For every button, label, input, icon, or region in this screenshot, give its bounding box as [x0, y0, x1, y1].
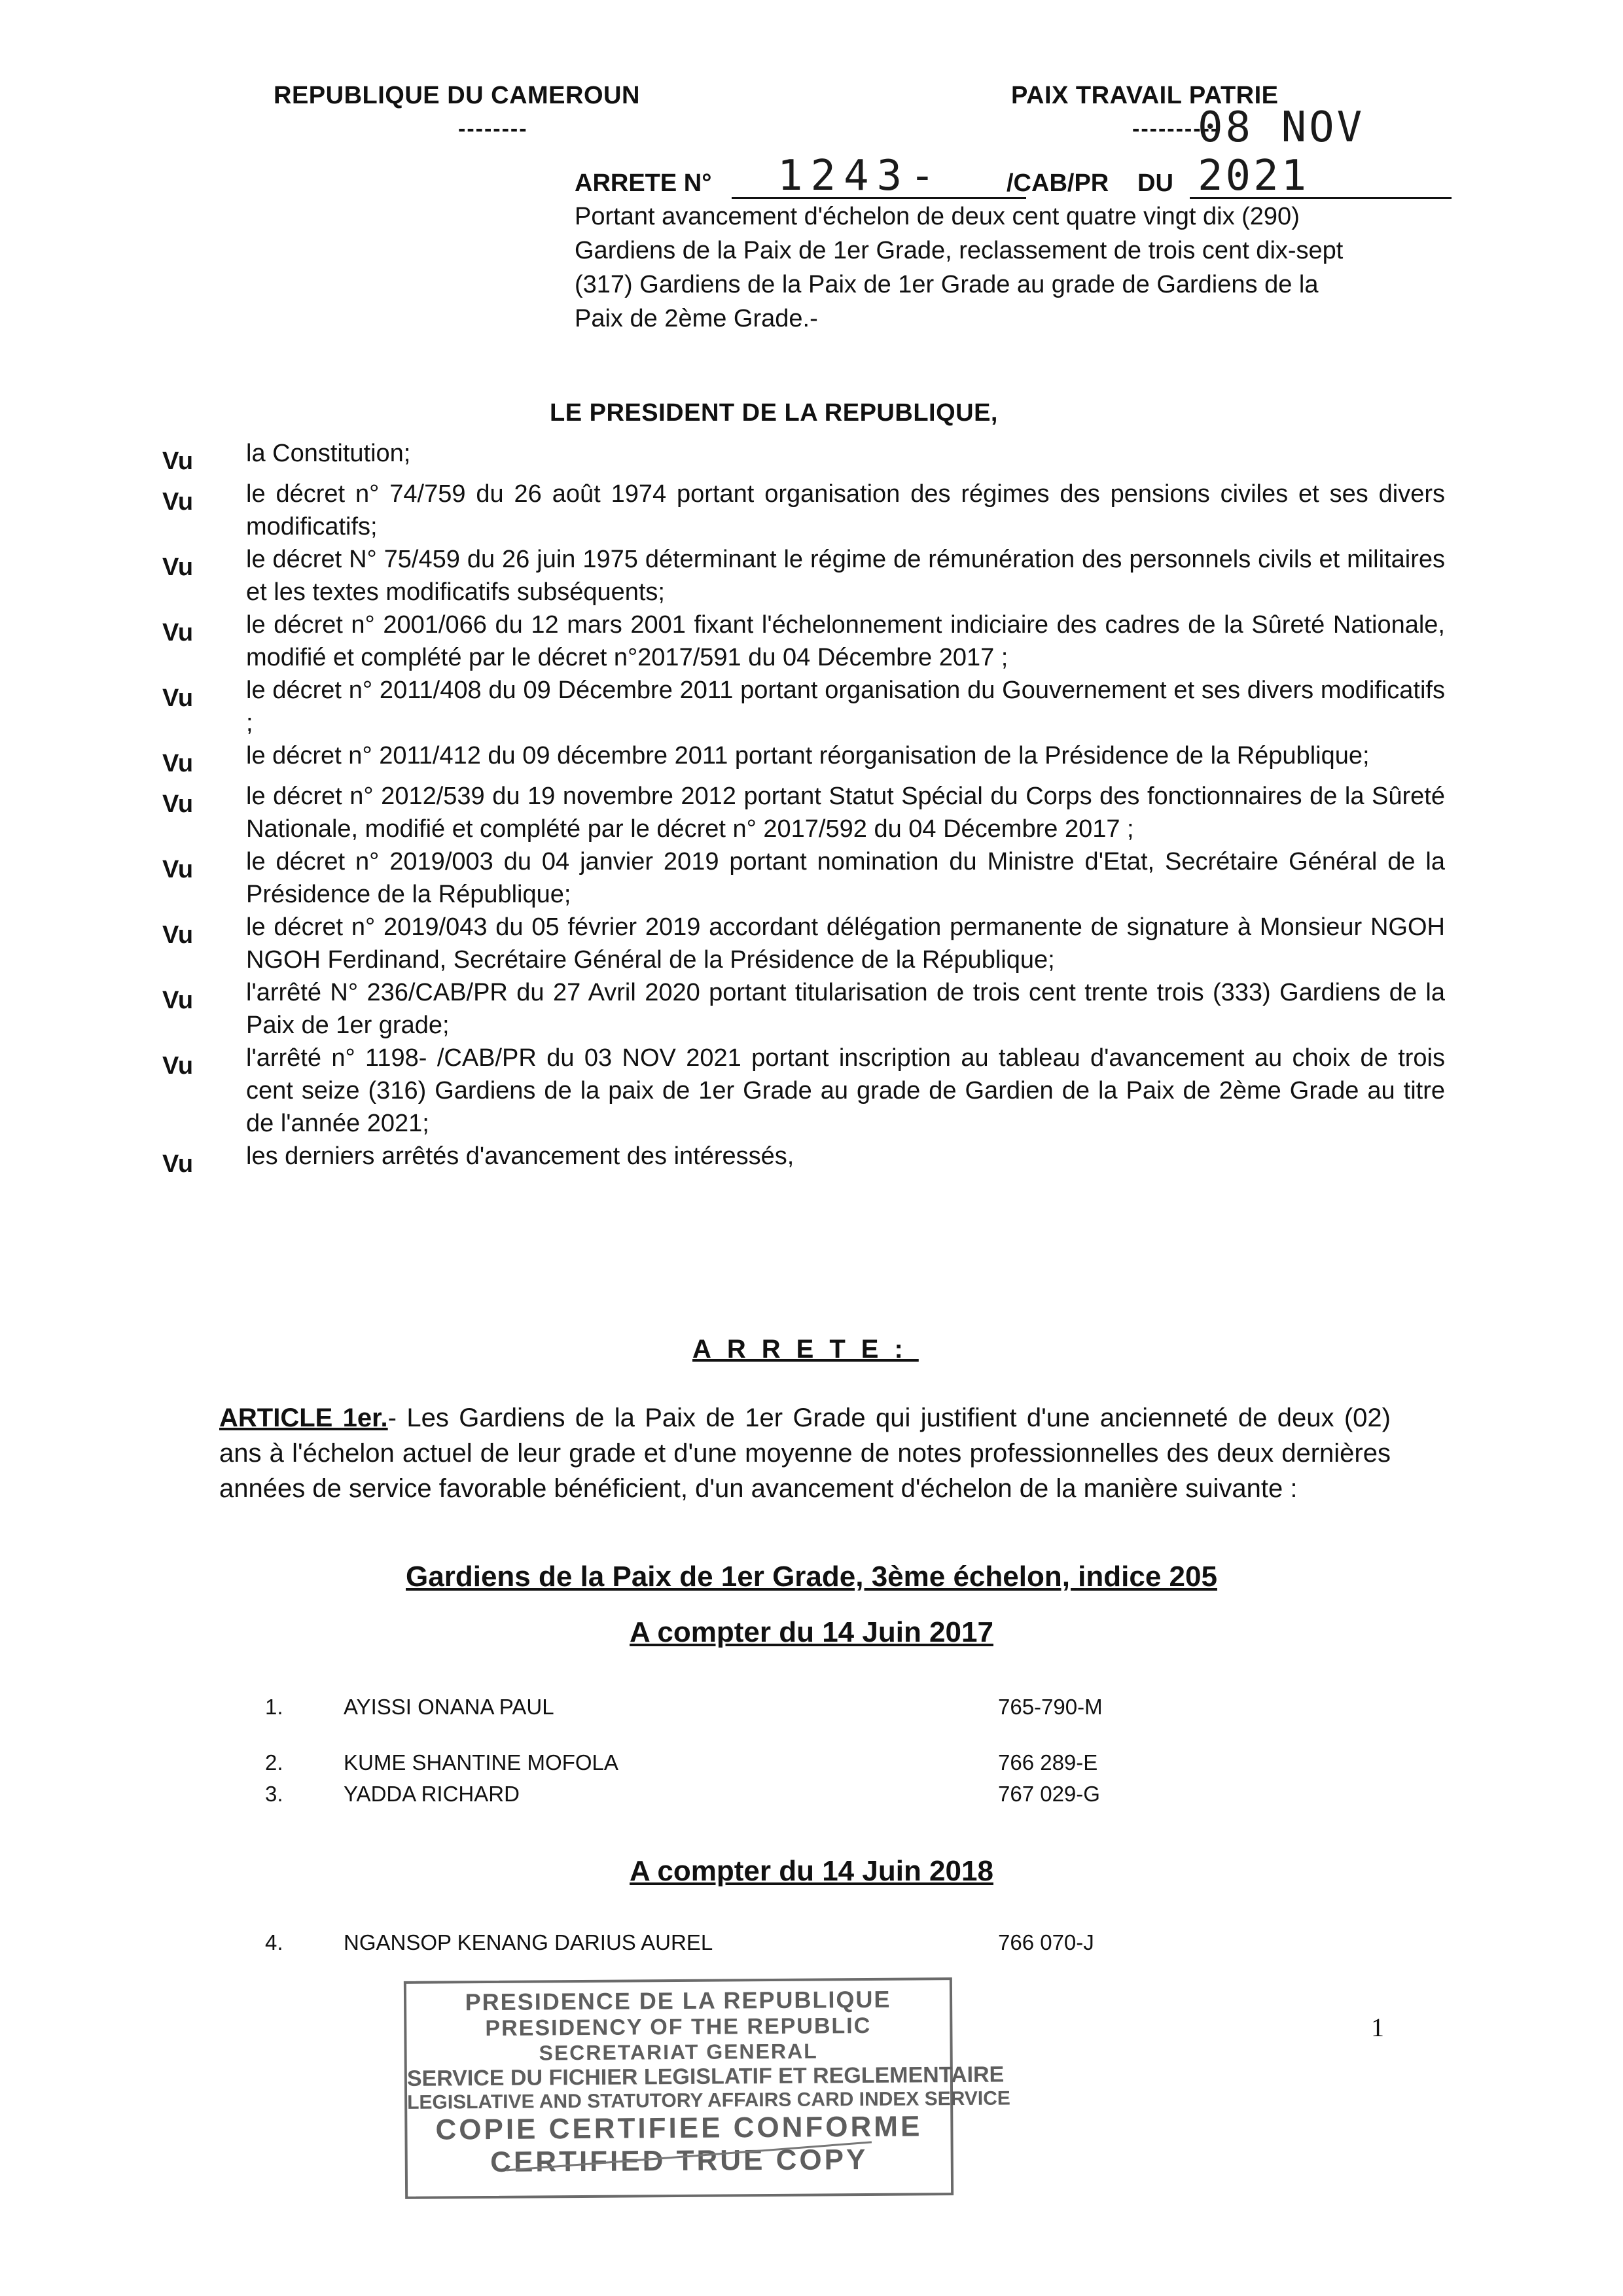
- vu-item: [162, 674, 1445, 739]
- vu-item: [162, 478, 1445, 543]
- arrete-du: DU: [1137, 169, 1173, 197]
- arrete-label: ARRETE N°: [575, 169, 712, 197]
- stamp-line-7: CERTIFIED TRUE COPY: [490, 2143, 868, 2179]
- subject-line-2: Gardiens de la Paix de 1er Grade, reclassement de trois cent dix-sept: [575, 237, 1344, 264]
- header-motto: PAIX TRAVAIL PATRIE: [1011, 82, 1279, 109]
- list-item: [265, 1930, 1181, 1956]
- vu-label: Vu: [162, 554, 194, 581]
- vu-text: les derniers arrêtés d'avancement des intéressés,: [246, 1142, 794, 1170]
- vu-item: [162, 1140, 1445, 1180]
- vu-label: Vu: [162, 1052, 194, 1080]
- arrete-subject: [575, 200, 1438, 336]
- item-name: YADDA RICHARD: [344, 1782, 520, 1806]
- vu-list: [162, 437, 1445, 1180]
- stamp-line-4: SERVICE DU FICHIER LEGISLATIF ET REGLEMENTAIRE: [406, 2062, 1005, 2091]
- stamp-line-6: COPIE CERTIFIEE CONFORME: [435, 2110, 923, 2146]
- group-title-2017: A compter du 14 Juin 2017: [630, 1616, 993, 1648]
- vu-item: [162, 780, 1445, 845]
- president-heading: LE PRESIDENT DE LA REPUBLIQUE,: [550, 399, 998, 427]
- item-number: 4.: [265, 1930, 283, 1954]
- arrete-date-handwritten: 08 NOV 2021: [1198, 103, 1365, 200]
- subject-line-1: Portant avancement d'échelon de deux cent quatre vingt dix (290): [575, 203, 1300, 230]
- vu-label: Vu: [162, 684, 194, 712]
- vu-text: le décret n° 2019/003 du 04 janvier 2019 portant nomination du Ministre d'Etat, Secrétaire Général de la Présidence de la République;: [246, 848, 1445, 908]
- vu-text: le décret n° 2019/043 du 05 février 2019 accordant délégation permanente de signature à Monsieur NGOH NGOH Ferdinand, Secrétaire Général de la Présidence de la République;: [246, 913, 1445, 974]
- list-item: [265, 1695, 1181, 1721]
- header-republic: REPUBLIQUE DU CAMEROUN: [274, 82, 640, 109]
- arrete-number-line: [575, 103, 1452, 202]
- vu-text: le décret n° 2001/066 du 12 mars 2001 fixant l'échelonnement indiciaire des cadres de la Sûreté Nationale, modifié et complété par le décret n°2017/591 du 04 Décembre 2017 ;: [246, 611, 1445, 671]
- subject-line-3: (317) Gardiens de la Paix de 1er Grade au grade de Gardiens de la: [575, 271, 1319, 298]
- item-number: 2.: [265, 1750, 283, 1775]
- arrete-number-handwritten: 1243-: [777, 152, 943, 200]
- item-matricule: 767 029-G: [998, 1782, 1100, 1806]
- vu-item: [162, 543, 1445, 609]
- item-name: KUME SHANTINE MOFOLA: [344, 1750, 618, 1775]
- vu-label: Vu: [162, 921, 194, 949]
- arrete-number-underline: [732, 197, 1026, 199]
- stamp-line-1: PRESIDENCE DE LA REPUBLIQUE: [465, 1985, 891, 2016]
- vu-text: l'arrêté n° 1198- /CAB/PR du 03 NOV 2021 portant inscription au tableau d'avancement au choix de trois cent seize (316) Gardiens de la paix de 1er Grade au grade de Gardien de la Paix de 2ème Grade au titre de l'année 2021;: [246, 1044, 1445, 1137]
- group-title-2018: A compter du 14 Juin 2018: [630, 1855, 993, 1887]
- header-motto-dash: ----------: [1132, 116, 1220, 141]
- stamp-line-3: SECRETARIAT GENERAL: [539, 2039, 818, 2065]
- header-republic-dash: --------: [458, 116, 528, 141]
- arrete-date-underline: [1190, 197, 1452, 199]
- stamp-line-5: LEGISLATIVE AND STATUTORY AFFAIRS CARD INDEX SERVICE: [407, 2087, 1011, 2113]
- item-number: 3.: [265, 1782, 283, 1806]
- vu-item: [162, 845, 1445, 911]
- list-item: [265, 1782, 1181, 1808]
- vu-text: le décret n° 2011/412 du 09 décembre 2011 portant réorganisation de la Présidence de la République;: [246, 742, 1370, 769]
- vu-item: [162, 437, 1445, 478]
- vu-label: Vu: [162, 750, 194, 777]
- vu-item: [162, 609, 1445, 674]
- section-title: Gardiens de la Paix de 1er Grade, 3ème échelon, indice 205: [406, 1561, 1217, 1593]
- arrete-cab: /CAB/PR: [1007, 169, 1109, 197]
- vu-label: Vu: [162, 790, 194, 818]
- vu-label: Vu: [162, 448, 194, 475]
- vu-text: le décret n° 2012/539 du 19 novembre 2012 portant Statut Spécial du Corps des fonctionnaires de la Sûreté Nationale, modifié et complété par le décret n° 2017/592 du 04 Décembre 2017 ;: [246, 783, 1445, 843]
- vu-item: [162, 976, 1445, 1042]
- vu-text: le décret N° 75/459 du 26 juin 1975 déterminant le régime de rémunération des personnels civils et militaires et les textes modificatifs subséquents;: [246, 546, 1445, 606]
- item-matricule: 765-790-M: [998, 1695, 1103, 1719]
- vu-label: Vu: [162, 619, 194, 646]
- vu-label: Vu: [162, 488, 194, 516]
- stamp-line-2: PRESIDENCY OF THE REPUBLIC: [485, 2013, 872, 2041]
- item-name: NGANSOP KENANG DARIUS AUREL: [344, 1930, 713, 1954]
- vu-text: la Constitution;: [246, 440, 411, 467]
- item-matricule: 766 289-E: [998, 1750, 1098, 1775]
- certification-stamp: [404, 1977, 1011, 2199]
- vu-label: Vu: [162, 1150, 194, 1178]
- article-1-text: - Les Gardiens de la Paix de 1er Grade qui justifient d'une ancienneté de deux (02) ans à l'échelon actuel de leur grade et d'une moyenne de notes professionnelles des deux dernières années de service favorable bénéficient, d'un avancement d'échelon de la manière suivante :: [219, 1404, 1391, 1503]
- subject-line-4: Paix de 2ème Grade.-: [575, 305, 818, 332]
- vu-text: le décret n° 2011/408 du 09 Décembre 2011 portant organisation du Gouvernement et ses divers modificatifs ;: [246, 677, 1445, 737]
- vu-item: [162, 739, 1445, 780]
- article-1-label: ARTICLE 1er.: [219, 1404, 388, 1432]
- vu-label: Vu: [162, 856, 194, 883]
- arrete-heading: ARRETE:: [692, 1335, 919, 1364]
- article-1: [219, 1400, 1391, 1506]
- item-number: 1.: [265, 1695, 283, 1719]
- vu-item: [162, 1042, 1445, 1140]
- vu-text: l'arrêté N° 236/CAB/PR du 27 Avril 2020 portant titularisation de trois cent trente trois (333) Gardiens de la Paix de 1er grade;: [246, 979, 1445, 1039]
- item-matricule: 766 070-J: [998, 1930, 1094, 1954]
- page-number: 1: [1371, 2013, 1384, 2042]
- list-item: [265, 1750, 1181, 1776]
- vu-item: [162, 911, 1445, 976]
- vu-label: Vu: [162, 987, 194, 1014]
- vu-text: le décret n° 74/759 du 26 août 1974 portant organisation des régimes des pensions civiles et ses divers modificatifs;: [246, 480, 1445, 540]
- item-name: AYISSI ONANA PAUL: [344, 1695, 554, 1719]
